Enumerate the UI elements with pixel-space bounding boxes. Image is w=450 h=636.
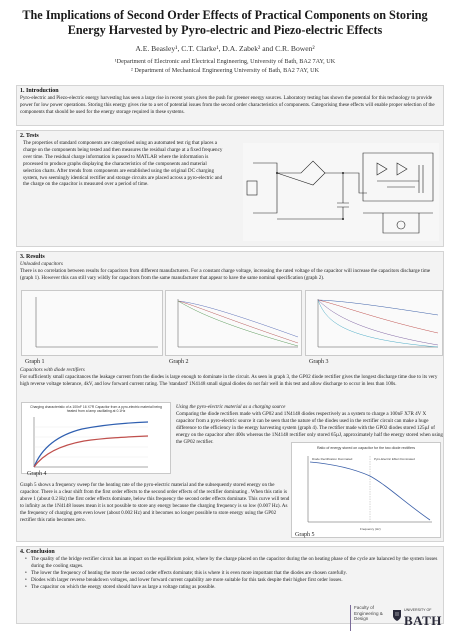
diode-rectifiers-label: Capacitors with diode rectifiers	[20, 367, 85, 373]
graph-5	[291, 442, 441, 538]
affiliation-2: ² Department of Mechanical Engineering University of Bath, BA2 7AY, UK	[130, 67, 320, 74]
rectifier-circuit-diagram	[243, 143, 439, 241]
university-of-label: UNIVERSITY OF	[404, 608, 432, 612]
results-text-4: Graph 5 shows a frequency sweep for the heating rate of the pyro-electric material and the subsequently stored energy on the capacitor. There is a clear shift from the first order effects to the second order effects of the rectifier dominating . When this ratio is above 1 (about 0.2 Hz) the first order effects dominate, below this frequency the second order effects dominate. This curve will tend to infinity as the 1N4148 losses mean it is not possible to store any energy because the charging frequency is so low (0.007 Hz). As the frequency of charging gets even lower (about 0.002 Hz) and it becomes no longer possible to store energy using the GP02 rectifier this ratio becomes zero.	[20, 482, 290, 523]
footer-logos	[350, 605, 442, 631]
graph-3-caption: Graph 3	[309, 359, 329, 365]
university-name: BATH	[404, 613, 442, 628]
graph-5-xlabel: Frequency (Hz)	[360, 527, 381, 531]
graph-2-plot	[166, 291, 301, 355]
poster-header	[0, 0, 450, 84]
graph-4	[21, 402, 171, 474]
results-text-1: There is no correlation between results for capacitors from different manufacturers. For a constant charge voltage, increasing the rated voltage of the capacitor will increase the capacitors discharge time (graph 1). However this can still vary wildly for capacitors from the same manufacturer that appear to have the same nominal specification (graph 2).	[20, 267, 431, 281]
graph-2-caption: Graph 2	[169, 359, 189, 365]
conclusion-item: • Diodes with larger reverse breakdown voltages, and lower forward current capability are more suitable for this task despite their higher first order losses.	[25, 577, 440, 584]
conclusion-heading: 4. Conclusion	[20, 549, 55, 555]
graph-5-left-label: Diode Rectification Dominated	[312, 457, 353, 461]
graph-3	[305, 290, 443, 356]
graph-4-caption: Graph 4	[27, 471, 47, 477]
graph-5-right-label: Pyro-Electric Effect Dominated	[374, 457, 415, 461]
unloaded-capacitors-label: Unloaded capacitors	[20, 261, 63, 267]
graph-3-plot	[306, 291, 442, 355]
faculty-line-1: Faculty of	[354, 605, 374, 610]
graph-5-title: Ratio of energy stored on capacitor for the two diode rectifiers	[316, 446, 416, 450]
graph-5-caption: Graph 5	[295, 532, 315, 538]
results-subheading-2	[20, 367, 444, 374]
conclusion-item: • The capacitor on which the energy stored should have as large a voltage rating as possible.	[25, 584, 440, 591]
introduction-section	[16, 85, 444, 126]
introduction-heading: 1. Introduction	[20, 88, 59, 94]
results-subheading-3	[176, 404, 444, 411]
tests-text: The properties of standard components are categorised using an automated test rig that places a charge on the components being tested and then measures the residual charge at a fixed frequency over time. The residual charge information is passed to MATLAB where the information is processed to produce graphs displaying the characteristics of the components and material selection charts. After trends from components are established using the original DC charging system, two seemingly identical rectifier and storage circuits are placed across a pyro-electric and the charge on the capacitor is measured over a period of time.	[23, 140, 223, 188]
tests-section	[16, 130, 444, 247]
introduction-text: Pyro-electric and Piezo-electric energy harvesting has seen a large rise in recent years given the push for greener energy sources. Laboratory testing has shown the potential for this technology to provide power for low power operations. Storing this energy gives rise to a set of potential issues from the second order characteristics of components. Categorising these effects will enable proper selection of the components that should be used for the energy storage required in these systems.	[20, 95, 435, 115]
results-text-3: Comparing the diode rectifiers made with GP02 and 1N4148 diodes respectively as a system to charge a 100nF X7R 4V X capacitor from a pyro-electric source it can be seen that the nature of the diodes used in the rectifier circuit can make a huge difference to the efficiency in the energy harvesting system (graph 4). The rectifier made with the GP02 diodes stored 125µJ of energy on the capacitor after 400s whereas the 1N4148 rectifier only stored 65µJ, approximately half the energy stored when using the GP02 rectifier.	[176, 411, 443, 445]
affiliation-1: ¹Department of Electronic and Electrical Engineering, University of Bath, BA2 7AY, UK	[114, 58, 336, 65]
author-list: A.E. Beasley¹, C.T. Clarke¹, D.A. Zabek² and C.R. Bowen²	[135, 44, 315, 53]
graph-4-title: Charging characteristic of a 100nF 16 X7R Capacitor from a pyro-electric material being heated from a lamp oscillating at 0.1Hz	[30, 405, 162, 413]
faculty-line-2: Engineering & Design	[354, 610, 383, 622]
graph-5-plot	[292, 450, 440, 536]
graph-2	[165, 290, 302, 356]
graph-1-caption: Graph 1	[25, 359, 45, 365]
conclusion-item: • The quality of the bridge rectifier circuit has an impact on the equilibrium point, where by the charge placed on the capacitor during the on heating phase of the cycle are balanced by the system losses during the cooling stages.	[25, 556, 440, 570]
tests-heading: 2. Tests	[20, 133, 39, 139]
pyro-charging-label: Using the pyro-electric material as a charging source	[176, 404, 286, 410]
results-section	[16, 251, 444, 542]
results-text-2: For sufficiently small capacitances the leakage current from the diodes is large enough to dominate in the circuit. As seen in graph 3, the GP02 diode rectifier gives the longest discharge time due to its very high reverse voltage tolerance, 4kV, and low forward current rating. The 'standard' 1N4148 small signal diodes do not fair well in this test and allow discharge to occur in less than 100s.	[20, 374, 438, 387]
results-heading: 3. Results	[20, 254, 45, 260]
graph-1-plot	[22, 291, 162, 355]
results-subheading-1	[20, 261, 440, 268]
university-logo	[392, 605, 442, 631]
graph-4-plot	[22, 413, 170, 473]
conclusion-item: • The lower the frequency of heating the more the second order effects dominate; this is where it is even more important that the diodes are chosen carefully.	[25, 570, 440, 577]
crest-icon	[392, 609, 402, 622]
poster-title: The Implications of Second Order Effects of Practical Components on Storing Energy Harvested by Pyro-electric and Piezo-electric Effects	[22, 8, 428, 37]
faculty-logo	[350, 605, 386, 631]
conclusion-list	[25, 556, 440, 591]
graph-1	[21, 290, 163, 356]
